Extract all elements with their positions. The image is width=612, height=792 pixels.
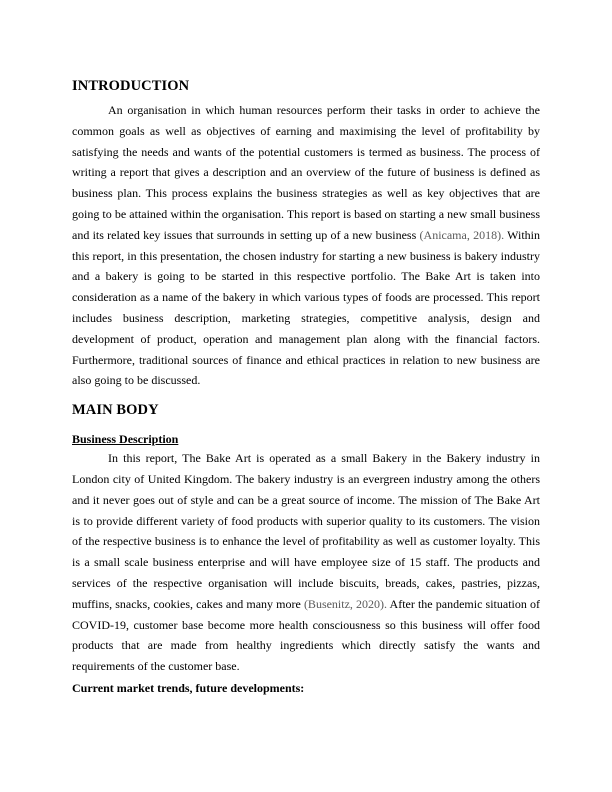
main-body-heading: MAIN BODY: [72, 402, 159, 419]
introduction-text-part-1: An organisation in which human resources perform their tasks in order to achieve the common goals as well as objectives of earning and maximising the level of profitability by satisfying the needs and wants of the potential customers is termed as business. The process of writing a report that gives a description and an overview of the future of business is defined as business plan. This process explains the business strategies as well as key objectives that are going to be attained within the organisation. This report is based on starting a new small business and its related key issues that surrounds in setting up of a new business: [72, 103, 540, 242]
introduction-paragraph: [72, 100, 540, 391]
business-text-part-2: After the pandemic situation of COVID-19, customer base become more health consciousness so this business will offer food products that are made from healthy ingredients which directly satisfy the wants and requirements of the customer base.: [72, 596, 540, 674]
introduction-heading: INTRODUCTION: [72, 78, 190, 94]
market-trends-heading: Current market trends, future developments:: [72, 680, 305, 695]
business-description-heading: Business Description: [72, 432, 179, 447]
introduction-text-part-2: Within this report, in this presentation, the chosen industry for starting a new business is bakery industry and a bakery is going to be started in this respective portfolio. The Bake Art is taken into consideration as a name of the bakery in which various types of foods are processed. This report includes business description, marketing strategies, competitive analysis, design and development of product, operation and management plan along with the financial factors. Furthermore, traditional sources of finance and ethical practices in relation to new business are also going to be discussed.: [72, 227, 540, 388]
page-content: [72, 76, 540, 697]
business-description-paragraph: [72, 448, 540, 677]
citation-anicama: (Anicama, 2018).: [419, 227, 505, 242]
citation-busenitz: (Busenitz, 2020).: [303, 596, 388, 611]
business-text-part-1: In this report, The Bake Art is operated as a small Bakery in the Bakery industry in London city of United Kingdom. The bakery industry is an evergreen industry among the others and it never goes out of style and can be a great source of income. The mission of The Bake Art is to provide different variety of food products with superior quality to its customers. The vision of the respective business is to enhance the level of profitability as well as customer loyalty. This is a small scale business enterprise and will have employee size of 15 staff. The products and services of the respective organisation will include biscuits, breads, cakes, pastries, pizzas, muffins, snacks, cookies, cakes and many more: [72, 451, 540, 611]
